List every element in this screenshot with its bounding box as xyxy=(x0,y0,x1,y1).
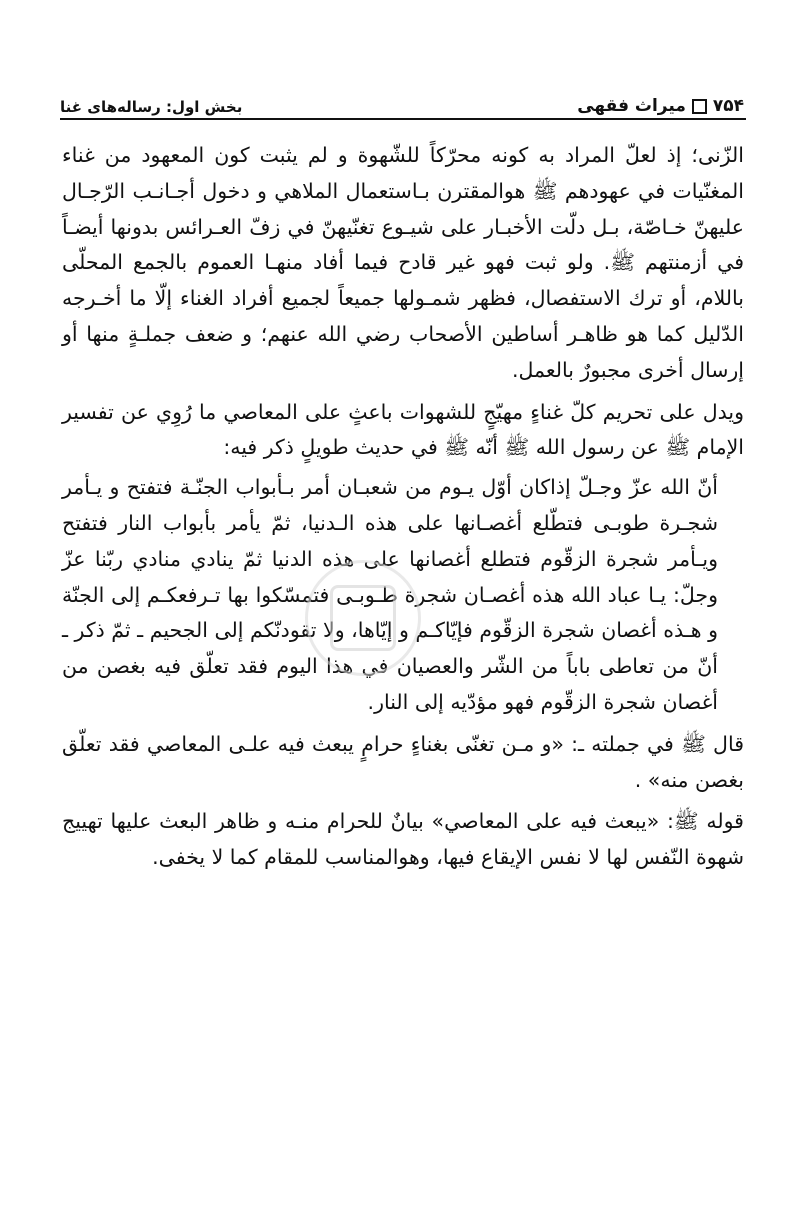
header-divider xyxy=(60,118,746,120)
square-icon xyxy=(692,99,707,114)
page-body xyxy=(62,138,744,876)
book-title: میراث فقهی xyxy=(577,96,686,116)
watermark-emblem-icon xyxy=(330,585,396,651)
paragraph-1: الزّنى؛ إذ لعلّ المراد به كونه محرّكاً للشّهوة و لم يثبت كون المعهود من غناء المغنّيات في عهودهم ﷺ هوالمقترن بـاستعمال الملاهي و دخول أجـانـب الرّجـال عليهنّ خـاصّة، بـل دلّت الأخبـار على شيـوع تغنّيهنّ في زفّ العـرائس بدونها أيضـاً في أزمنتهم ﷺ. ولو ثبت فهو غير قادح فيما أفاد منهـا العموم بالجمع المحلّى باللام، أو ترك الاستفصال، فظهر شمـولها جميعاً لجميع أفراد الغناء إلّا ما أخـرجه الدّليل كما هو ظاهـر أساطين الأصحاب رضي الله عنهم؛ و ضعف جملـةٍ منها أو إرسال أخرى مجبورٌ بالعمل. xyxy=(62,143,744,382)
hadith-quote: أنّ الله عزّ وجـلّ إذاكان أوّل يـوم من شعبـان أمر بـأبواب الجنّـة فتفتح و يـأمر شجـرة طوبـى فتطّلع أغصـانها على هذه الـدنيا، ثمّ يأمر بأبواب النار فتفتح ويـأمر شجرة الزقّوم فتطلع أغصانها على هذه الدنيا ثمّ ينادي منادي ربّنا عزّ وجلّ: يـا عباد الله هذه أغصـان شجرة طـوبـى فتمسّكوا بها تـرفعكـم إلى الجنّة و هـذه أغصان شجرة الزقّوم فإيّاكـم و إيّاها، ولا تقودنّكم إلى الجحيم ـ ثمّ ذكر ـ أنّ من تعاطى باباً من الشّر والعصيان في هذا اليوم فقد تعلّق فيه بغصن من أغصان شجرة الزقّوم فهو مؤدّيه إلى النار. xyxy=(62,475,718,714)
paragraph-4: قوله ﷺ: «يبعث فيه على المعاصي» بيانٌ للحرام منـه و ظاهر البعث عليها تهييج شهوة النّفس لها لا نفس الإيقاع فيها، وهوالمناسب للمقام كما لا يخفى. xyxy=(62,809,744,870)
watermark-seal xyxy=(305,560,421,676)
header-page-info xyxy=(577,96,744,116)
paragraph-3: قال ﷺ في جملته ـ: «و مـن تغنّى بغناءٍ حرامٍ يبعث فيه علـى المعاصي فقد تعلّق بغصن منه» . xyxy=(62,731,744,792)
section-title: بخش اول: رساله‌های غنا xyxy=(60,98,243,116)
page-number: ۷۵۴ xyxy=(712,96,744,116)
paragraph-2: ويدل على تحريم كلّ غناءٍ مهيّجٍ للشهوات باعثٍ على المعاصي ما رُوِي عن تفسير الإمام ﷺ عن رسول الله ﷺ أنّه ﷺ في حديث طويلٍ ذكر فيه: xyxy=(62,399,744,460)
page-header xyxy=(60,82,744,116)
